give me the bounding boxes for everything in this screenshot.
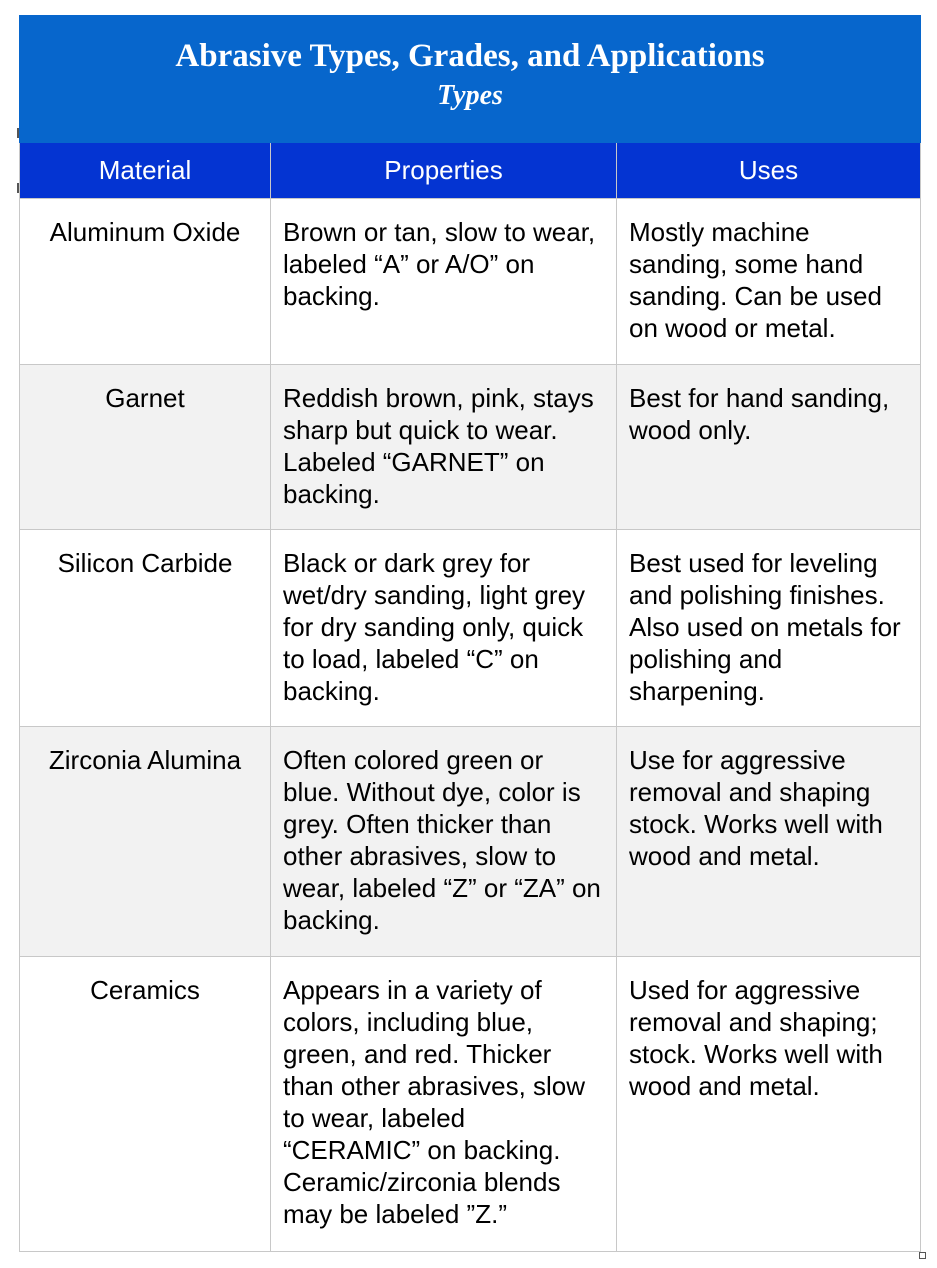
properties-cell: Reddish brown, pink, stays sharp but quick to wear. Labeled “GARNET” on backing. [271, 365, 617, 530]
properties-cell: Black or dark grey for wet/dry sanding, light grey for dry sanding only, quick to load, labeled “C” on backing. [271, 530, 617, 727]
table-title: Abrasive Types, Grades, and Applications [175, 38, 765, 74]
title-cell [20, 16, 921, 143]
table-edge-marker [17, 183, 19, 193]
table-edge-marker [17, 128, 19, 138]
material-cell: Ceramics [20, 957, 271, 1252]
table-resize-handle[interactable] [919, 1252, 926, 1259]
uses-cell: Used for aggressive removal and shaping; stock. Works well with wood and metal. [617, 957, 921, 1252]
properties-cell: Appears in a variety of colors, including blue, green, and red. Thicker than other abrasives, slow to wear, labeled “CERAMIC” on backing. Ceramic/zirconia blends may be labeled ”Z.” [271, 957, 617, 1252]
table-subtitle: Types [437, 80, 503, 111]
uses-cell: Mostly machine sanding, some hand sanding. Can be used on wood or metal. [617, 199, 921, 365]
table-row [20, 365, 921, 530]
table-row [20, 957, 921, 1252]
material-cell: Aluminum Oxide [20, 199, 271, 365]
title-row [20, 16, 921, 143]
uses-cell: Best used for leveling and polishing finishes. Also used on metals for polishing and sharpening. [617, 530, 921, 727]
properties-cell: Often colored green or blue. Without dye, color is grey. Often thicker than other abrasives, slow to wear, labeled “Z” or “ZA” on backing. [271, 727, 617, 957]
uses-cell: Use for aggressive removal and shaping stock. Works well with wood and metal. [617, 727, 921, 957]
column-header-material: Material [20, 143, 271, 199]
abrasive-types-table [19, 15, 921, 1252]
table-row [20, 530, 921, 727]
column-header-properties: Properties [271, 143, 617, 199]
material-cell: Zirconia Alumina [20, 727, 271, 957]
material-cell: Silicon Carbide [20, 530, 271, 727]
table-row [20, 727, 921, 957]
table-row [20, 199, 921, 365]
column-header-uses: Uses [617, 143, 921, 199]
uses-cell: Best for hand sanding, wood only. [617, 365, 921, 530]
material-cell: Garnet [20, 365, 271, 530]
header-row [20, 143, 921, 199]
properties-cell: Brown or tan, slow to wear, labeled “A” or A/O” on backing. [271, 199, 617, 365]
